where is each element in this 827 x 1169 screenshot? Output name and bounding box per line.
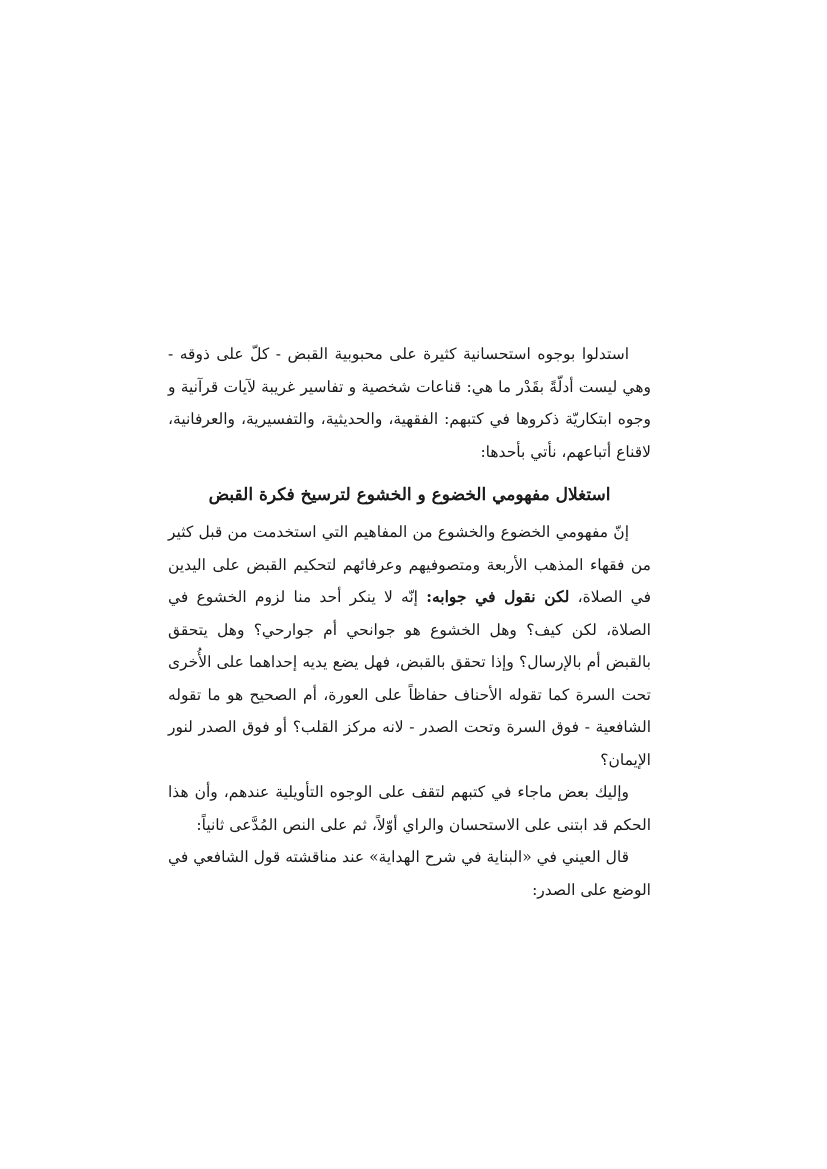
paragraph-aini-quote: قال العيني في «البناية في شرح الهداية» عند مناقشته قول الشافعي في الوضع على الصدر: [168, 848, 651, 899]
intro-paragraph: استدلوا بوجوه استحسانية كثيرة على محبوبية القبض - كلّ على ذوقه - وهي ليست أدلّةً بقَدْر ما هي: قناعات شخصية و تفاسير غريبة لآيات قرآنية و وجوه ابتكاريّة ذكروها في كتبهم: الفقهية، والحديثية، والتفسيرية، والعرفانية، لاقناع أتباعهم، نأتي بأحدها: [168, 345, 651, 461]
paragraph-interpretations: وإليك بعض ماجاء في كتبهم لتقف على الوجوه التأويلية عندهم، وأن هذا الحكم قد ابتنى على الاستحسان والراي أوّلاً، ثم على النص المُدَّعى ثانياً: [168, 783, 651, 834]
section-heading: استغلال مفهومي الخضوع و الخشوع لترسيخ فكرة القبض [208, 485, 611, 505]
paragraph-khushu-text-1: إنّ مفهومي الخضوع والخشوع من المفاهيم التي استخدمت من قبل كثير من فقهاء المذهب الأربعة ومتصوفيهم وعرفائهم لتحكيم القبض على اليدين في الصلاة، [168, 523, 652, 606]
document-body [168, 338, 651, 906]
paragraph-khushu [168, 516, 651, 776]
paragraph-khushu-bold: لكن نقول في جوابه: [426, 587, 570, 606]
paragraph-khushu-text-2: إنّه لا ينكر أحد منا لزوم الخشوع في الصلاة، لكن كيف؟ وهل الخشوع هو جوانحي أم جوارحي؟ وهل يتحقق بالقبض أم بالإرسال؟ وإذا تحقق بالقبض، فهل يضع يديه إحداهما على الأُخرى تحت السرة كما تقوله الأحناف حفاظاً على العورة، أم الصحيح هو ما تقوله الشافعية - فوق السرة وتحت الصدر - لانه مركز القلب؟ أو فوق الصدر لنور الإيمان؟ [168, 588, 651, 769]
